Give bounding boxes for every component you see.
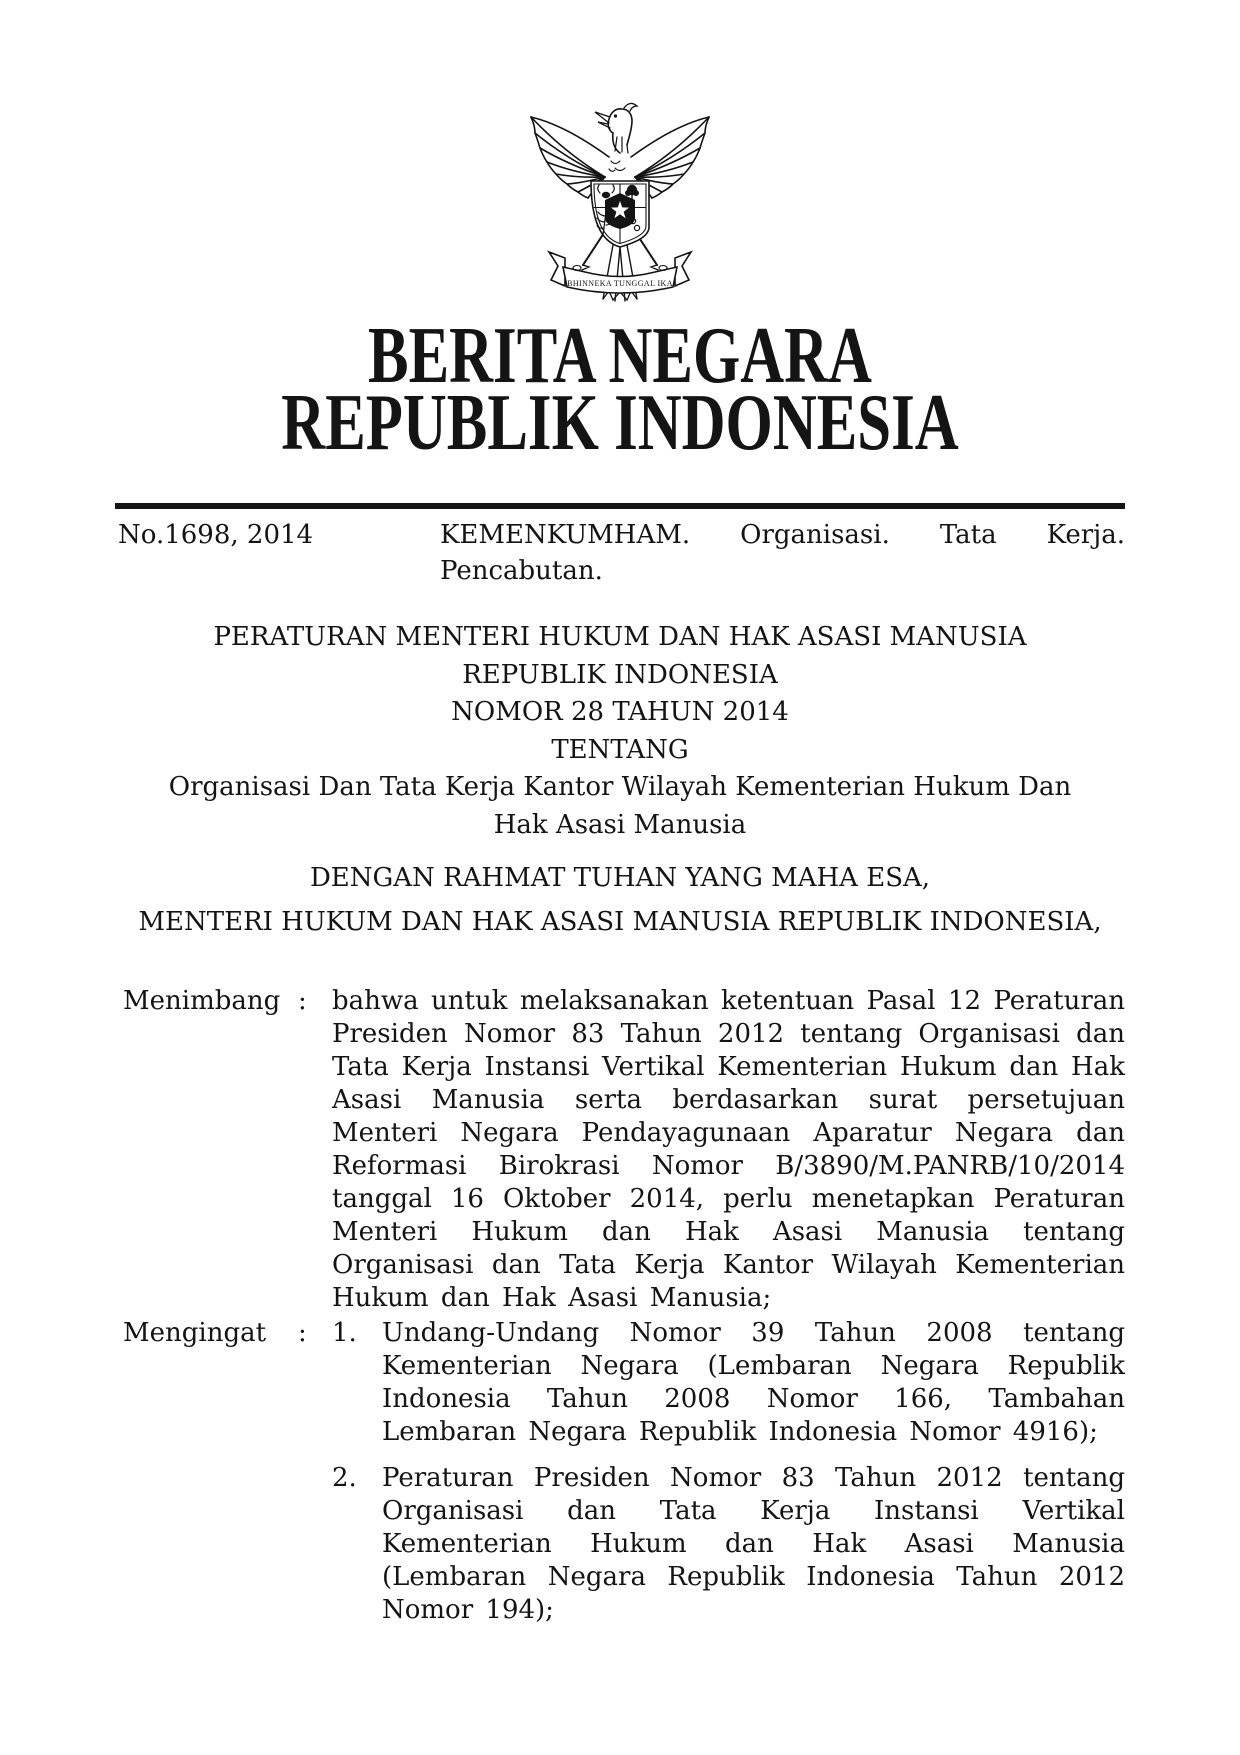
authority-line: MENTERI HUKUM DAN HAK ASASI MANUSIA REPUBLIK INDONESIA, xyxy=(138,906,1102,937)
regulation-title-block xyxy=(115,619,1125,844)
title-subject: Organisasi Dan Tata Kerja Kantor Wilayah Kementerian Hukum Dan Hak Asasi Manusia xyxy=(168,772,1072,840)
considering-text: bahwa untuk melaksanakan ketentuan Pasal 12 Peraturan Presiden Nomor 83 Tahun 2012 tentang Organisasi dan Tata Kerja Instansi Vertikal Kementerian Hukum dan Hak Asasi Manusia serta berdasarkan surat persetujuan Menteri Negara Pendayagunaan Aparatur Negara dan Reformasi Birokrasi Nomor B/3890/M.PANRB/10/2014 tanggal 16 Oktober 2014, perlu menetapkan Peraturan Menteri Hukum dan Hak Asasi Manusia tentang Organisasi dan Tata Kerja Kantor Wilayah Kementerian Hukum dan Hak Asasi Manusia; xyxy=(332,986,1125,1313)
recalling-colon: : xyxy=(298,1318,307,1348)
gazette-subject-line2: Pencabutan. xyxy=(440,556,603,586)
masthead-divider-rule xyxy=(115,503,1125,509)
list-item-number: 1. xyxy=(332,1318,357,1348)
gazette-header-row xyxy=(115,517,1125,589)
invocation-line: DENGAN RAHMAT TUHAN YANG MAHA ESA, xyxy=(309,863,931,893)
title-about: TENTANG xyxy=(551,734,689,765)
list-item-text: Undang-Undang Nomor 39 Tahun 2008 tentang Kementerian Negara (Lembaran Negara Republik Indonesia Tahun 2008 Nomor 166, Tambahan Lembaran Negara Republik Indonesia Nomor 4916); xyxy=(382,1318,1125,1447)
recalling-list xyxy=(332,1317,1125,1627)
gazette-number: No.1698, 2014 xyxy=(118,520,314,550)
title-number: NOMOR 28 TAHUN 2014 xyxy=(451,697,789,727)
list-item xyxy=(332,1317,1125,1449)
list-item-text: Peraturan Presiden Nomor 83 Tahun 2012 tentang Organisasi dan Tata Kerja Instansi Vertikal Kementerian Hukum dan Hak Asasi Manusia (Lembaran Negara Republik Indonesia Tahun 2012 Nomor 194); xyxy=(382,1463,1125,1625)
gazette-subject xyxy=(440,517,1125,589)
recalling-clause xyxy=(115,1317,1125,1627)
considering-clause xyxy=(115,985,1125,1315)
list-item-number: 2. xyxy=(332,1463,357,1493)
considering-colon: : xyxy=(298,986,307,1016)
garuda-pancasila-emblem xyxy=(525,95,715,303)
considering-label: Menimbang xyxy=(123,986,281,1016)
recalling-label: Mengingat xyxy=(123,1318,267,1348)
masthead xyxy=(236,312,1004,467)
masthead-line2: REPUBLIK INDONESIA xyxy=(281,379,959,467)
content-column xyxy=(115,95,1125,1627)
gazette-subject-line1: KEMENKUMHAM. Organisasi. Tata Kerja. xyxy=(440,520,1125,550)
masthead-line1: BERITA NEGARA xyxy=(368,312,872,400)
title-regulation: PERATURAN MENTERI HUKUM DAN HAK ASASI MANUSIA xyxy=(213,622,1027,652)
title-republic: REPUBLIK INDONESIA xyxy=(462,659,778,690)
list-item xyxy=(332,1462,1125,1627)
emblem-motto: BHINNEKA TUNGGAL IKA xyxy=(567,279,673,288)
